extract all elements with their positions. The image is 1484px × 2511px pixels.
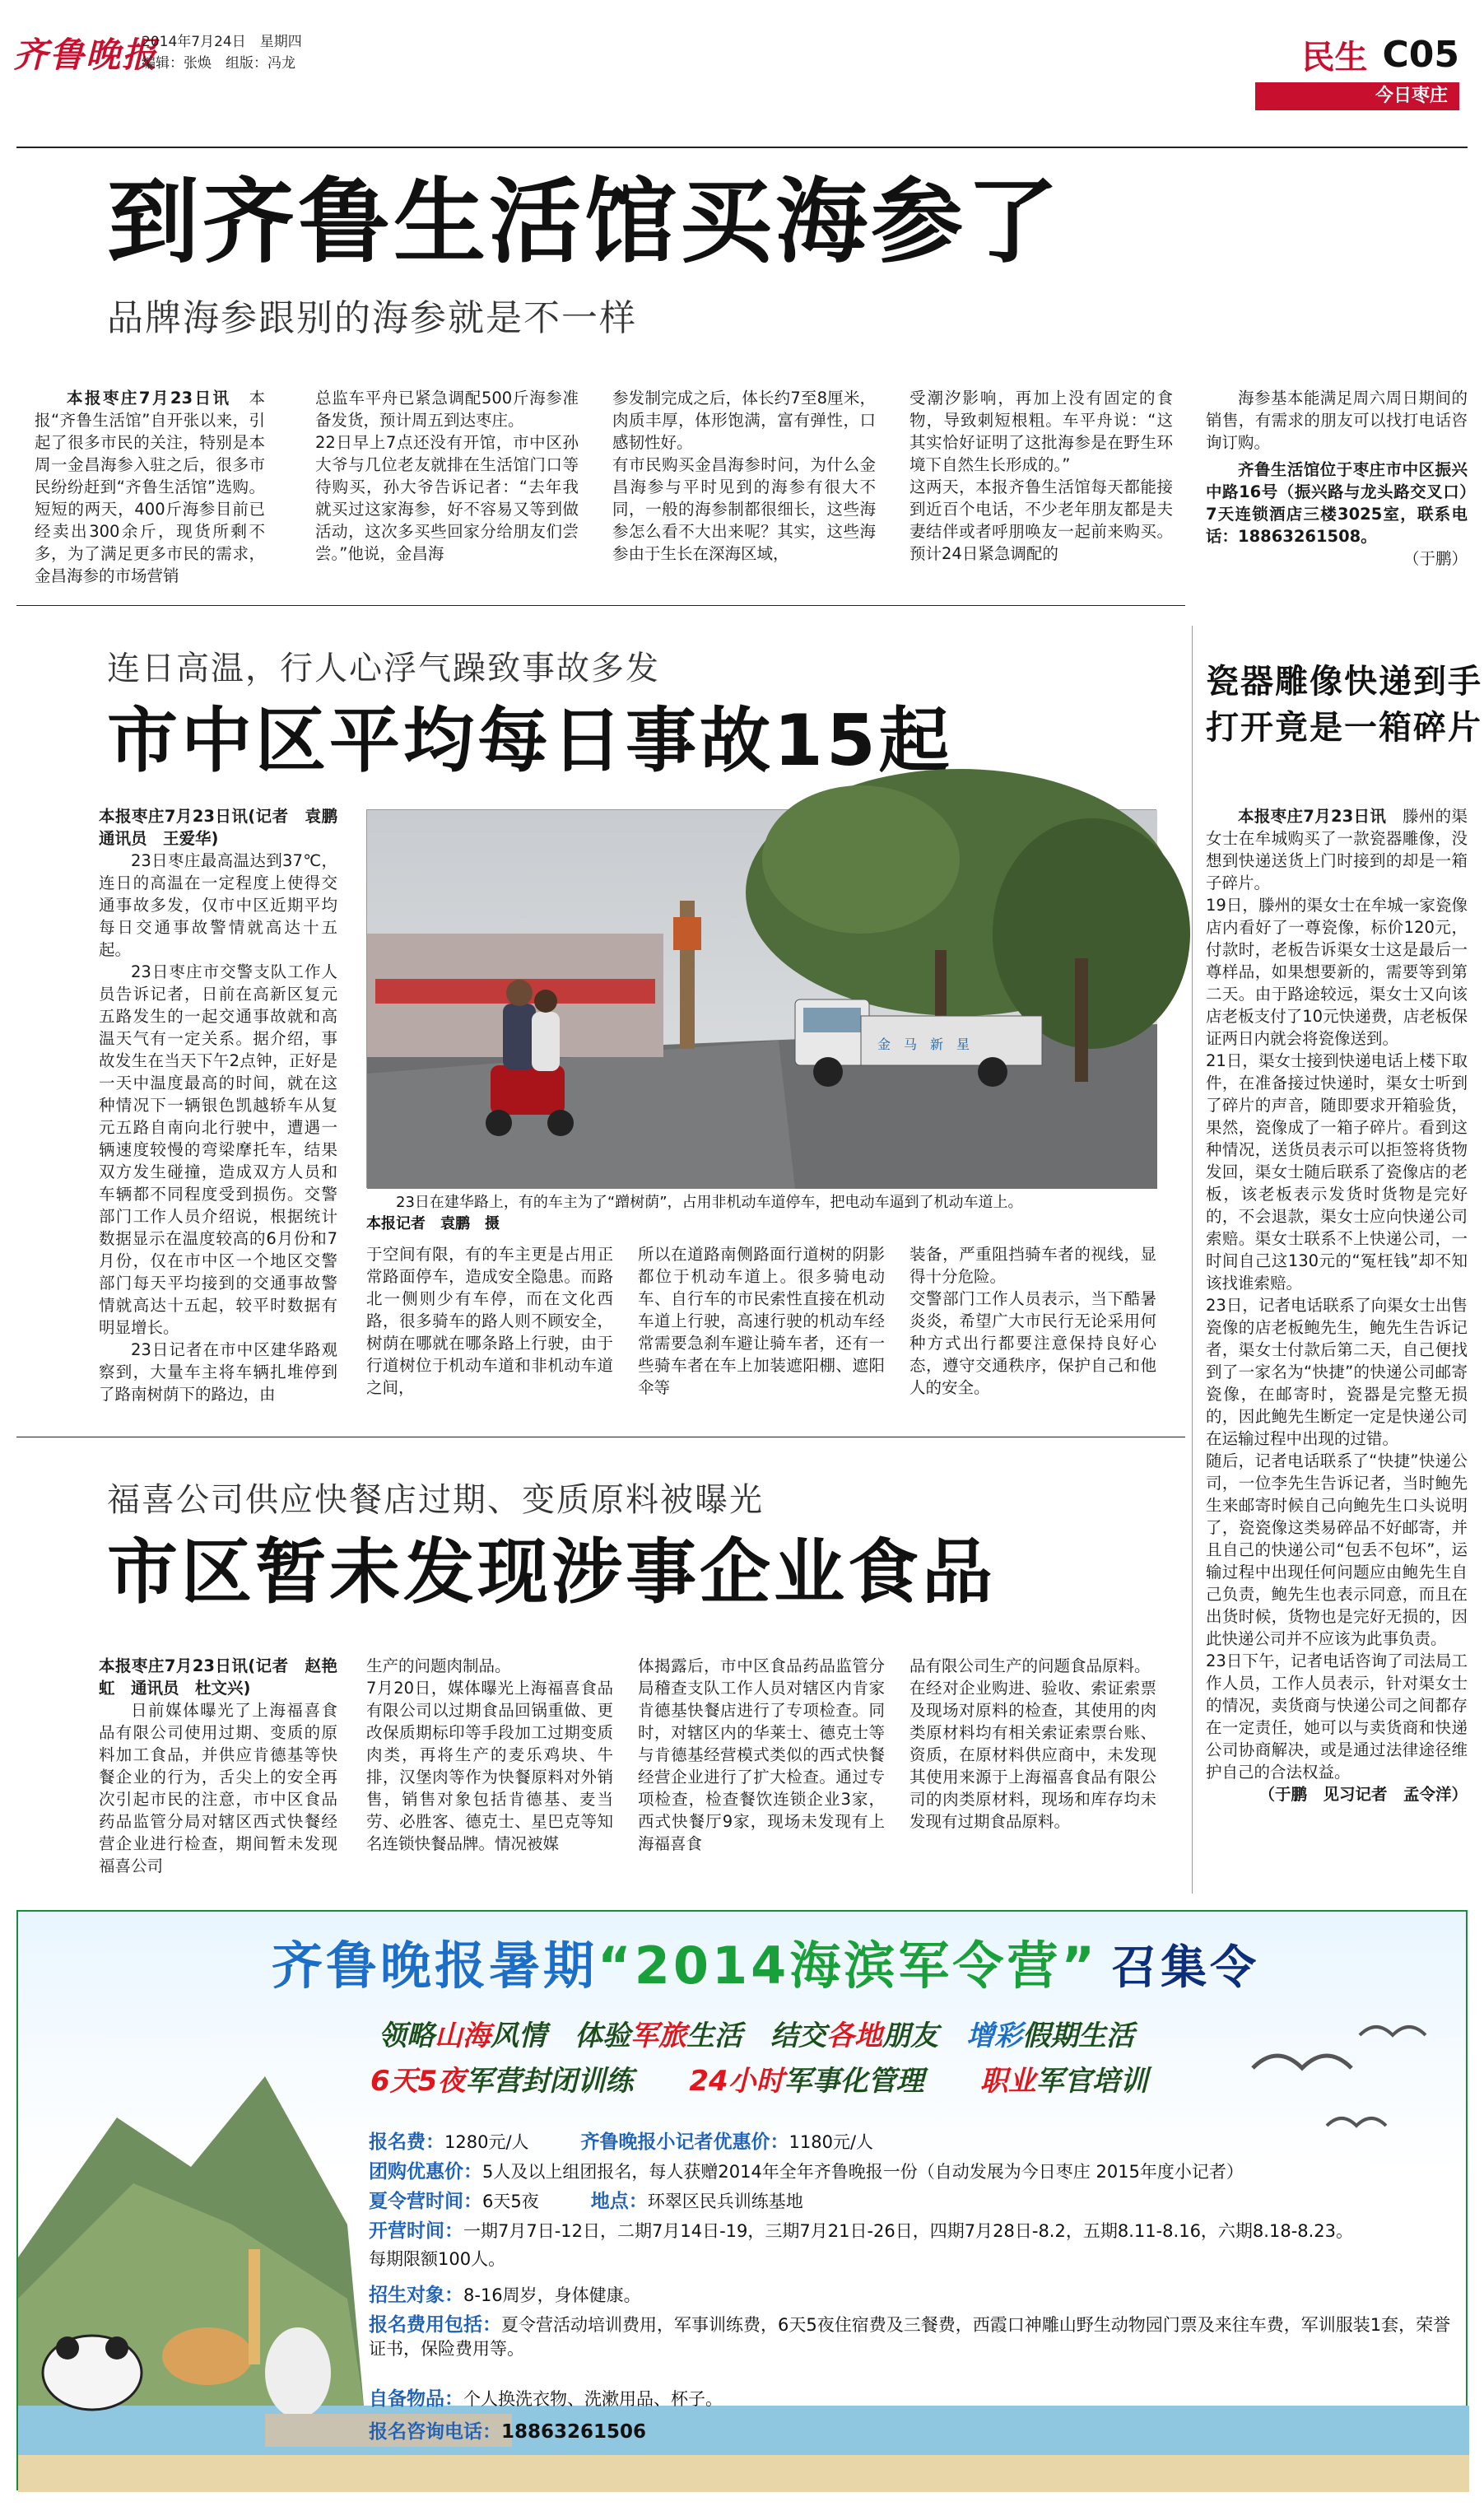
story1-col4: 受潮汐影响，再加上没有固定的食物，导致刺短根粗。车平舟说：“这其实恰好证明了这批海参是在野生环境下自然生长形成的。” 这两天，本报齐鲁生活馆每天都能接到近百个电话，不少老年朋友都是夫妻结伴或者呼朋唤友一起前来购买。预计24日紧急调配的	[909, 389, 1173, 563]
section-name: 民生	[1301, 39, 1368, 77]
ad-fee-value: 1280元/人	[444, 2132, 529, 2152]
ad-slogan	[379, 2013, 1134, 2053]
issue-meta	[142, 31, 302, 74]
story1-address: 齐鲁生活馆位于枣庄市中区振兴中路16号（振兴路与龙头路交叉口）7天连锁酒店三楼3025室，联系电话：18863261508。	[1206, 460, 1468, 546]
ad-line2-4: 军事化管理	[784, 2065, 980, 2098]
ad-phone-label: 报名咨询电话：	[369, 2421, 501, 2443]
ad-cost-label: 报名费用包括：	[369, 2314, 501, 2336]
ad-title	[272, 1925, 1259, 1998]
photo-caption	[366, 1192, 1156, 1235]
story1-byline: 本报枣庄7月23日讯	[67, 389, 231, 408]
story4-col1	[99, 1655, 337, 1885]
ad-fee-row	[369, 2131, 1455, 2155]
ad-title-post: 召集令	[1111, 1941, 1260, 1995]
story4-kicker: 福喜公司供应快餐店过期、变质原料被曝光	[107, 1481, 764, 1519]
story3-byline: 本报枣庄7月23日讯	[1238, 807, 1387, 826]
ad-target-label: 招生对象：	[369, 2285, 463, 2306]
ad-open-row	[369, 2220, 1455, 2243]
page-number: C05	[1382, 34, 1459, 76]
story3-title	[1206, 659, 1482, 751]
ad-group-row	[369, 2160, 1455, 2184]
story1-col3: 参发制完成之后，体长约7至8厘米，肉质丰厚，体形饱满，富有弹性，口感韧性好。 有市民购买金昌海参时问，为什么金昌海参与平时见到的海参有很大不同，一般的海参制都很细长，这些海参怎么看不大出来呢？其实，这些海参由于生长在深海区域，	[612, 389, 876, 563]
story1-col5	[1206, 387, 1468, 585]
ad-line2-5: 职业	[979, 2065, 1036, 2098]
issue-date: 2014年7月24日 星期四	[142, 34, 302, 50]
ad-time-row	[369, 2190, 1455, 2214]
ad-slogan-5: 生活 结交	[686, 2020, 826, 2052]
ad-slogan-1: 领略	[379, 2020, 435, 2052]
ad-fee-label: 报名费：	[369, 2131, 444, 2153]
ad-cost-row	[369, 2313, 1455, 2361]
newspaper-logo: 齐鲁晚报	[13, 35, 159, 75]
story2-col3: 所以在道路南侧路面行道树的阴影都位于机动车道上。很多骑电动车、自行车的市民索性直接在机动车道上行驶，高速行驶的机动车经常需要急刹车避让骑车者，还有一些骑车者在车上加装遮阳棚、遮阳伞等	[638, 1245, 885, 1397]
story1-col1	[35, 387, 265, 585]
ad-group-value: 5人及以上组团报名，每人获赠2014年全年齐鲁晚报一份（自动发展为今日枣庄 2015年度小记者）	[482, 2162, 1244, 2182]
issue-editors: 编辑：张焕 组版：冯龙	[142, 55, 295, 72]
ad-slogan-9: 假期生活	[1022, 2020, 1134, 2052]
ad-line2-6: 军官培训	[1035, 2065, 1148, 2098]
ad-open-label: 开营时间：	[369, 2220, 463, 2242]
ad-bring-row	[369, 2388, 1455, 2411]
ad-slogan-6: 各地	[826, 2020, 882, 2052]
story4-col1-text: 日前媒体曝光了上海福喜食品有限公司使用过期、变质的原料加工食品，并供应肯德基等快餐企业的行为，舌尖上的安全再次引起市民的注意，市中区食品药品监管分局对辖区西式快餐经营企业进行检查，期间暂未发现福喜公司	[99, 1701, 337, 1875]
story3-title-line2: 打开竟是一箱碎片	[1206, 709, 1482, 747]
story2-col1-p1: 23日枣庄最高温达到37℃，连日的高温在一定程度上使得交通事故多发，仅市中区近期平均每日交通事故警情就高达十五起。	[99, 851, 337, 959]
ad-time-label: 夏令营时间：	[369, 2191, 482, 2212]
ad-limit: 每期限额100人。	[369, 2249, 506, 2269]
ad-phone-row	[369, 2420, 1455, 2444]
right-column-rule	[1192, 626, 1193, 1894]
story2-col1	[99, 805, 354, 1414]
ad-phone-value: 18863261506	[501, 2421, 647, 2443]
ad-time-value: 6天5夜	[482, 2192, 539, 2211]
ad-slogan-3: 风情 体验	[491, 2020, 630, 2052]
story1-divider	[16, 605, 1185, 606]
section-header	[1301, 31, 1459, 78]
street-photo	[366, 809, 1156, 1188]
story2-kicker: 连日高温，行人心浮气躁致事故多发	[107, 650, 660, 687]
story1-subtitle: 品牌海参跟别的海参就是不一样	[107, 297, 637, 339]
subsection-bar: 今日枣庄	[1255, 82, 1459, 110]
story1-author: （于鹏）	[1403, 549, 1468, 568]
story4-col3: 体揭露后，市中区食品药品监管分局稽查支队工作人员对辖区内肯家肯德基快餐店进行了专项检查。同时，对辖区内的华莱士、德克士等与肯德基经营模式类似的西式快餐经营企业进行了扩大检查。通过专项检查，检查餐饮连锁企业3家，西式快餐厅9家，现场未发现有上海福喜食	[638, 1656, 885, 1853]
story2-col4: 装备，严重阻挡骑车者的视线，显得十分危险。 交警部门工作人员表示，当下酷暑炎炎，希望广大市民行无论采用何种方式出行都要注意保持良好心态，遵守交通秩序，保护自己和他人的安全。	[909, 1245, 1156, 1397]
story4-col2: 生产的问题肉制品。 7月20日，媒体曝光上海福喜食品有限公司以过期食品回锅重做、更改保质期标印等手段加工过期变质肉类，再将生产的麦乐鸡块、牛排，汉堡肉等作为快餐原料对外销售，销售对象包括肯德基、麦当劳、必胜客、德克士、星巴克等知名连锁快餐品牌。情况被媒	[366, 1656, 613, 1853]
story2-col1-p2: 23日枣庄市交警支队工作人员告诉记者，日前在高新区复元五路发生的一起交通事故就和高温天气有一定关系。据介绍，事故发生在当天下午2点钟，正好是一天中温度最高的时间，就在这种情况下一辆银色凯越轿车从复元五路自南向北行驶中，遭遇一辆速度较慢的弯梁摩托车，结果双方发生碰撞，造成双方人员和车辆都不同程度受到损伤。交警部门工作人员介绍说，根据统计数据显示在温度较高的6月份和7月份，仅在市中区一个地区交警部门每天平均接到的交通事故警情就高达十五起，较平时数据有明显增长。	[99, 962, 337, 1337]
story1-title: 到齐鲁生活馆买海参了	[107, 169, 1062, 276]
ad-slogan-8: 增彩	[966, 2020, 1022, 2052]
story1-col5-text: 海参基本能满足周六周日期间的销售，有需求的朋友可以找打电话咨询订购。	[1206, 389, 1468, 452]
ad-target-row	[369, 2284, 1455, 2308]
story3-title-line1: 瓷器雕像快递到手	[1206, 663, 1482, 701]
ad-cost-value: 夏令营活动培训费用，军事训练费，6天5夜住宿费及三餐费，西霞口神雕山野生动物园门票及来往车费，军训服装1套，荣誉证书，保险费用等。	[369, 2315, 1451, 2359]
ad-slogan-7: 朋友	[882, 2020, 966, 2052]
story2-col1-p3: 23日记者在市中区建华路观察到，大量车主将车辆扎堆停到了路南树荫下的路边，由	[99, 1340, 337, 1404]
story2-col2: 于空间有限，有的车主更是占用正常路面停车，造成安全隐患。而路北一侧则少有车停，而在文化西路，很多骑车的路人则不顾安全，树荫在哪就在哪条路上行驶，由于行道树位于机动车道和非机动车道之间，	[366, 1245, 613, 1397]
ad-line2	[370, 2058, 1148, 2099]
ad-line2-2: 军营封闭训练	[465, 2065, 690, 2098]
story2-byline: 本报枣庄7月23日讯(记者 袁鹏 通讯员 王爱华)	[99, 807, 354, 848]
ad-slogan-4: 军旅	[630, 2020, 686, 2052]
ad-line2-1: 6天5夜	[370, 2065, 466, 2098]
ad-bring-value: 个人换洗衣物、洗漱用品、杯子。	[463, 2389, 723, 2409]
story2-title: 市中区平均每日事故15起	[107, 700, 953, 782]
story4-title: 市区暂未发现涉事企业食品	[107, 1531, 996, 1614]
ad-title-pre: 齐鲁晚报暑期	[272, 1936, 598, 1996]
ad-title-quoted: “2014海滨军令营”	[598, 1936, 1099, 1996]
ad-line2-3: 24小时	[689, 2065, 784, 2098]
photo-credit: 本报记者 袁鹏 摄	[366, 1215, 500, 1232]
truck-text: 金 马 新 星	[877, 1037, 970, 1052]
ad-slogan-2: 山海	[435, 2020, 491, 2052]
ad-target-value: 8-16周岁，身体健康。	[463, 2285, 641, 2305]
photo-caption-text: 23日在建华路上，有的车主为了“蹭树荫”，占用非机动车道停车，把电动车逼到了机动车道上。	[396, 1194, 1023, 1211]
header-divider	[16, 147, 1468, 148]
ad-bring-label: 自备物品：	[369, 2388, 463, 2410]
story4-byline: 本报枣庄7月23日讯(记者 赵艳虹 通讯员 杜文兴)	[99, 1656, 337, 1698]
ad-open-value: 一期7月7日-12日，二期7月14日-19，三期7月21日-26日，四期7月28日-8.2，五期8.11-8.16，六期8.18-8.23。	[463, 2221, 1354, 2241]
ad-place-label: 地点：	[590, 2191, 648, 2212]
story3-body	[1206, 805, 1468, 1900]
story1-col1-text: 本报“齐鲁生活馆”自开张以来，引起了很多市民的关注，特别是本周一金昌海参入驻之后，很多市民纷纷赶到“齐鲁生活馆”选购。短短的两天，400斤海参目前已经卖出300余斤，现货所剩不多，为了满足更多市民的需求，金昌海参的市场营销	[35, 389, 265, 585]
ad-group-label: 团购优惠价：	[369, 2161, 482, 2183]
story3-text: 滕州的渠女士在牟城购买了一款瓷器雕像，没想到快递送货上门时接到的却是一箱子碎片。 19日，滕州的渠女士在牟城一家瓷像店内看好了一尊瓷像，标价120元，付款时，老板告诉渠女士这是最后一尊样品，如果想要新的，需要等到第二天。由于路途较远，渠女士又向该店老板支付了10元快递费，店老板保证两日内就会将瓷像送到。 21日，渠女士接到快递电话上楼下取件，在准备接过快递时，渠女士听到了碎片的声音，随即要求开箱验货，果然，瓷像成了一箱子碎片。看到这种情况，送货员表示可以拒签将货物发回，渠女士随后联系了瓷像店的老板，该老板表示发货时货物是完好的，不会退款，渠女士应向快递公司索赔。渠女士联系不上快递公司，一时间自己这130元的“冤枉钱”却不知该找谁索赔。 23日，记者电话联系了向渠女士出售瓷像的店老板鲍先生，鲍先生告诉记者，渠女士付款后第二天，自己便找到了一家名为“快捷”的快递公司邮寄瓷像，在邮寄时，瓷器是完整无损的，因此鲍先生断定一定是快递公司在运输过程中出现的过错。 随后，记者电话联系了“快捷”快递公司，一位李先生告诉记者，当时鲍先生来邮寄时候自己向鲍先生口头说明了，瓷瓷像这类易碎品不好邮寄，并且自己的快递公司“包丢不包坏”，运输过程中出现任何问题应由鲍先生自己负责，鲍先生也表示同意，而且在出货时候，货物也是完好无损的，因此快递公司并不应该为此事负责。 23日下午，记者电话咨询了司法局工作人员，工作人员表示，针对渠女士的情况，卖货商与快递公司之间都存在一定责任，她可以与卖货商和快递公司协商解决，或是通过法律途径维护自己的合法权益。	[1206, 807, 1468, 1782]
story4-col4: 品有限公司生产的问题食品原料。 在经对企业购进、验收、索证索票及现场对原料的检查，其使用的肉类原材料均有相关索证索票台账、资质，在原材料供应商中，未发现其使用来源于上海福喜食品有限公司的肉类原材料，现场和库存均未发现有过期食品原料。	[909, 1656, 1156, 1831]
ad-place-value: 环翠区民兵训练基地	[647, 2192, 803, 2211]
ad-fee2-value: 1180元/人	[789, 2132, 874, 2152]
street-photo-illustration	[367, 810, 1157, 1189]
story3-author: （于鹏 见习记者 孟令洋）	[1258, 1785, 1468, 1804]
ad-fee2-label: 齐鲁晚报小记者优惠价：	[580, 2131, 789, 2153]
story1-col2: 总监车平舟已紧急调配500斤海参准备发货，预计周五到达枣庄。 22日早上7点还没有开馆，市中区孙大爷与几位老友就排在生活馆门口等待购买，孙大爷告诉记者：“去年我就买过这家海参，好不容易又等到做活动，这次多买些回家分给朋友们尝尝。”他说，金昌海	[315, 389, 579, 563]
